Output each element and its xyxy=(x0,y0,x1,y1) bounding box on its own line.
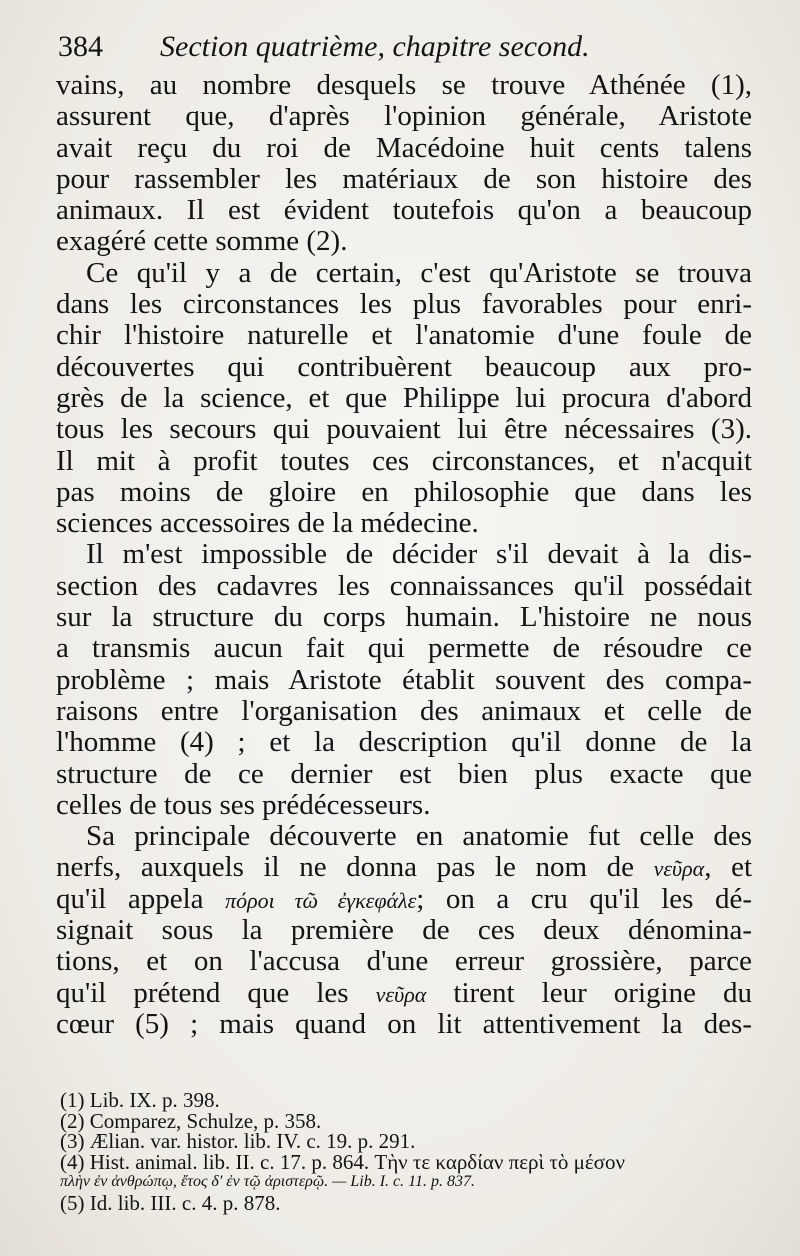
text-line xyxy=(56,884,752,915)
text-line: structure de ce dernier est bien plus exacte que xyxy=(56,757,752,790)
text-line: découvertes qui contribuèrent beaucoup aux pro- xyxy=(56,350,752,383)
text-line: celles de tous ses prédécesseurs. xyxy=(56,788,431,821)
text-line: avait reçu du roi de Macédoine huit cents talens xyxy=(56,131,752,164)
footnote: (2) Comparez, Schulze, p. 358. xyxy=(60,1108,322,1133)
text-line: chir l'histoire naturelle et l'anatomie d'une foule de xyxy=(56,319,752,352)
text-line: cœur (5) ; mais quand on lit attentivement la des- xyxy=(56,1007,752,1040)
text-line: section des cadavres les connaissances qu'il possédait xyxy=(56,569,752,602)
text-line: Il m'est impossible de décider s'il devait à la dis- xyxy=(86,538,752,571)
page-number: 384 xyxy=(58,30,103,63)
text-line: problème ; mais Aristote établit souvent des compa- xyxy=(56,663,752,696)
footnote: (5) Id. lib. III. c. 4. p. 878. xyxy=(60,1190,281,1215)
text-line: Sa principale découverte en anatomie fut celle des xyxy=(86,820,752,853)
footnote: (4) Hist. animal. lib. II. c. 17. p. 864. Τὴν τε καρδίαν περὶ τὸ μέσον xyxy=(60,1149,625,1174)
running-head: Section quatrième, chapitre second. xyxy=(160,30,590,63)
text-line: Il mit à profit toutes ces circonstances, et n'acquit xyxy=(56,444,752,477)
footnote: (3) Ælian. var. histor. lib. IV. c. 19. p. 291. xyxy=(60,1129,416,1153)
text-fragment: ; on a cru qu'il les dé- xyxy=(416,882,752,915)
greek-word: νεῦρα xyxy=(653,856,705,882)
footnote: (1) Lib. IX. p. 398. xyxy=(60,1088,220,1112)
text-line: animaux. Il est évident toutefois qu'on a beaucoup xyxy=(56,194,752,227)
greek-phrase: πόροι τῶ ἐγκεφάλε xyxy=(225,887,417,913)
text-line: assurent que, d'après l'opinion générale, Aristote xyxy=(56,100,752,133)
text-line: pour rassembler les matériaux de son histoire des xyxy=(56,162,752,195)
text-line: dans les circonstances les plus favorables pour enri- xyxy=(56,288,752,321)
text-line xyxy=(56,978,752,1009)
text-line: signait sous la première de ces deux dénomina- xyxy=(56,914,752,947)
text-line xyxy=(56,852,752,883)
text-fragment: qu'il prétend que les xyxy=(56,976,349,1009)
text-fragment: qu'il appela xyxy=(56,882,204,915)
text-line: Ce qu'il y a de certain, c'est qu'Aristote se trouva xyxy=(86,256,752,289)
text-fragment: nerfs, auxquels il ne donna pas le nom de xyxy=(56,851,634,884)
text-line: tous les secours qui pouvaient lui être nécessaires (3). xyxy=(56,413,752,446)
greek-word: νεῦρα xyxy=(375,981,427,1007)
body-text xyxy=(56,70,752,1040)
text-line: sur la structure du corps humain. L'histoire ne nous xyxy=(56,601,752,634)
text-fragment: , et xyxy=(704,851,752,884)
footnote-continuation: πλὴν ἐν ἀνθρώπῳ, ἔτος δ' ἐν τῷ ἀριστερῷ. — Lib. I. c. 11. p. 837. xyxy=(60,1173,475,1190)
text-line: raisons entre l'organisation des animaux et celle de xyxy=(56,694,752,727)
text-line: exagéré cette somme (2). xyxy=(56,225,348,258)
footnotes xyxy=(60,1090,750,1213)
page-header xyxy=(58,30,748,70)
text-line: grès de la science, et que Philippe lui procura d'abord xyxy=(56,381,752,414)
text-line: vains, au nombre desquels se trouve Athénée (1), xyxy=(56,69,752,101)
text-line: pas moins de gloire en philosophie que dans les xyxy=(56,475,752,508)
text-line: tions, et on l'accusa d'une erreur grossière, parce xyxy=(56,945,752,978)
text-line: l'homme (4) ; et la description qu'il donne de la xyxy=(56,726,752,759)
text-fragment: tirent leur origine du xyxy=(453,976,753,1009)
text-line: sciences accessoires de la médecine. xyxy=(56,507,479,540)
text-line: a transmis aucun fait qui permette de résoudre ce xyxy=(56,632,752,665)
